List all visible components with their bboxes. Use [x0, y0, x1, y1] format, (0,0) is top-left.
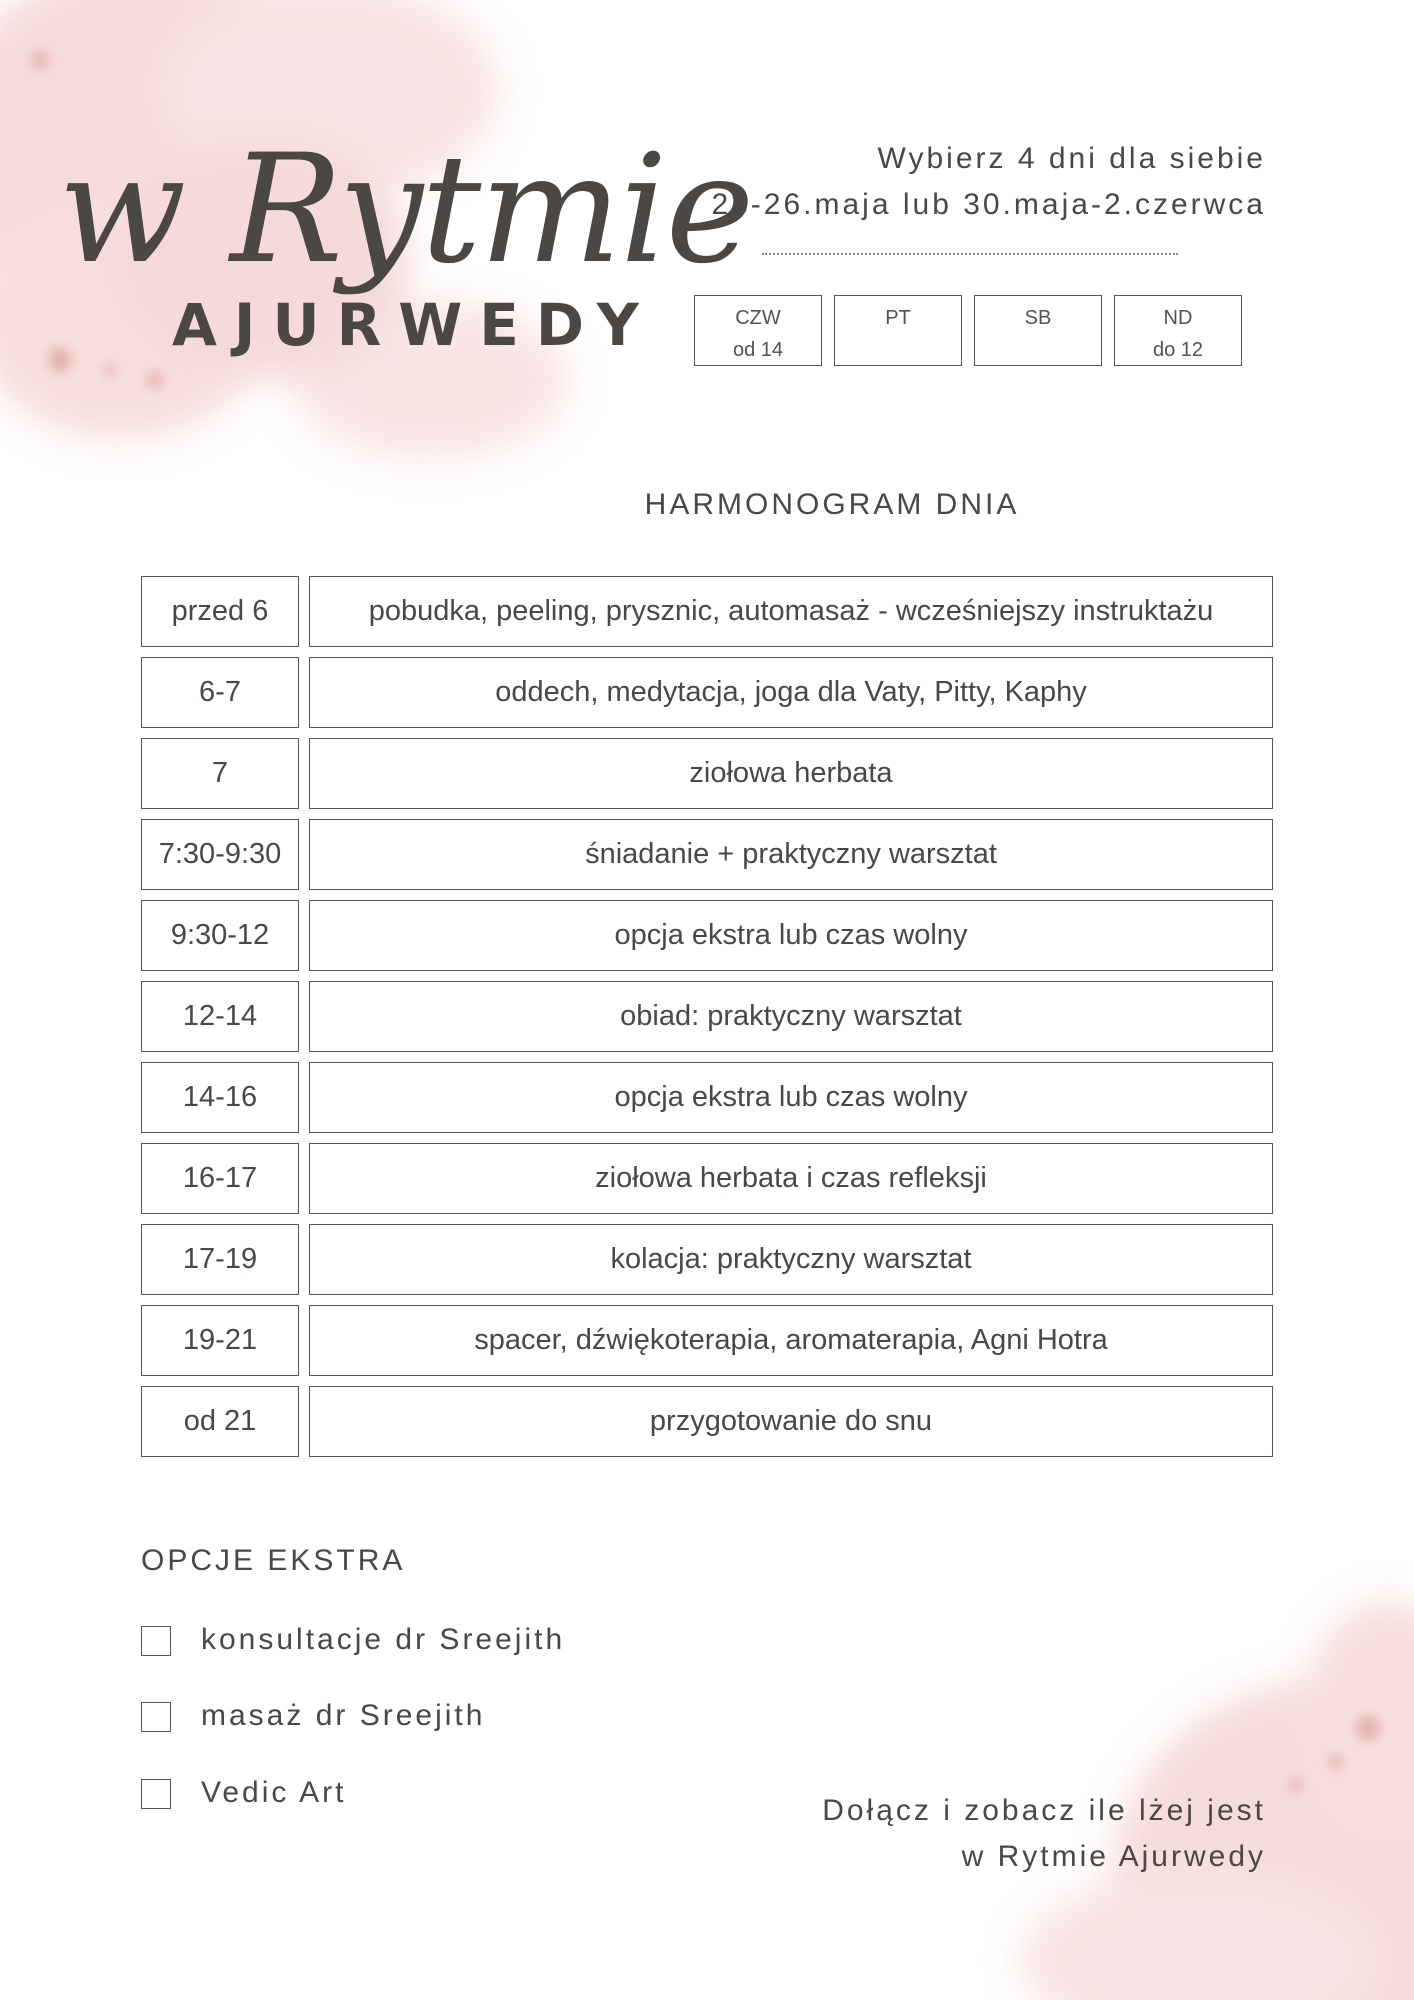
- table-row: [141, 1305, 1273, 1376]
- footer-tagline: w Rytmie Ajurwedy: [961, 1840, 1266, 1873]
- schedule-activity: przygotowanie do snu: [309, 1386, 1273, 1457]
- schedule-time: 7: [141, 738, 299, 809]
- schedule-time: od 21: [141, 1386, 299, 1457]
- logo-script-text: w Rytmie: [58, 123, 753, 297]
- schedule-time: przed 6: [141, 576, 299, 647]
- schedule-time: 9:30-12: [141, 900, 299, 971]
- table-row: [141, 1224, 1273, 1295]
- schedule-time: 19-21: [141, 1305, 299, 1376]
- table-row: [141, 738, 1273, 809]
- schedule-time: 6-7: [141, 657, 299, 728]
- table-row: [141, 981, 1273, 1052]
- schedule-time: 14-16: [141, 1062, 299, 1133]
- extra-option-label: Vedic Art: [201, 1776, 347, 1809]
- dotted-divider: [762, 253, 1178, 255]
- schedule-time: 12-14: [141, 981, 299, 1052]
- header-dates: 23-26.maja lub 30.maja-2.czerwca: [711, 188, 1266, 221]
- day-note: do 12: [1152, 339, 1204, 361]
- day-name: SB: [1024, 307, 1052, 329]
- schedule-activity: ziołowa herbata i czas refleksji: [309, 1143, 1273, 1214]
- extra-option-label: masaż dr Sreejith: [201, 1699, 486, 1732]
- schedule-activity: śniadanie + praktyczny warsztat: [309, 819, 1273, 890]
- schedule-activity: ziołowa herbata: [309, 738, 1273, 809]
- schedule-title: HARMONOGRAM DNIA: [644, 488, 1020, 521]
- schedule-activity: oddech, medytacja, joga dla Vaty, Pitty, Kaphy: [309, 657, 1273, 728]
- table-row: [141, 900, 1273, 971]
- schedule-activity: opcja ekstra lub czas wolny: [309, 1062, 1273, 1133]
- logo-subtitle: AJURWEDY: [172, 291, 656, 359]
- footer-invite: Dołącz i zobacz ile lżej jest: [822, 1794, 1266, 1827]
- schedule-time: 7:30-9:30: [141, 819, 299, 890]
- schedule-activity: pobudka, peeling, prysznic, automasaż - wcześniejszy instruktażu: [309, 576, 1273, 647]
- day-name: PT: [885, 307, 911, 329]
- header-choose-days: Wybierz 4 dni dla siebie: [877, 142, 1266, 175]
- day-box-nd[interactable]: [1114, 295, 1242, 366]
- day-note: od 14: [732, 339, 784, 361]
- checkbox[interactable]: [141, 1626, 171, 1656]
- checkbox[interactable]: [141, 1702, 171, 1732]
- day-name: CZW: [735, 307, 781, 329]
- schedule-time: 17-19: [141, 1224, 299, 1295]
- schedule-activity: opcja ekstra lub czas wolny: [309, 900, 1273, 971]
- table-row: [141, 1143, 1273, 1214]
- table-row: [141, 657, 1273, 728]
- day-box-pt[interactable]: [834, 295, 962, 366]
- schedule-time: 16-17: [141, 1143, 299, 1214]
- table-row: [141, 1062, 1273, 1133]
- table-row: [141, 576, 1273, 647]
- day-name: ND: [1163, 307, 1193, 329]
- schedule-activity: obiad: praktyczny warsztat: [309, 981, 1273, 1052]
- checkbox[interactable]: [141, 1779, 171, 1809]
- day-box-czw[interactable]: [694, 295, 822, 366]
- extras-title: OPCJE EKSTRA: [141, 1544, 406, 1577]
- schedule-activity: spacer, dźwiękoterapia, aromaterapia, Agni Hotra: [309, 1305, 1273, 1376]
- schedule-activity: kolacja: praktyczny warsztat: [309, 1224, 1273, 1295]
- extra-option-label: konsultacje dr Sreejith: [201, 1623, 566, 1656]
- table-row: [141, 1386, 1273, 1457]
- table-row: [141, 819, 1273, 890]
- day-box-sb[interactable]: [974, 295, 1102, 366]
